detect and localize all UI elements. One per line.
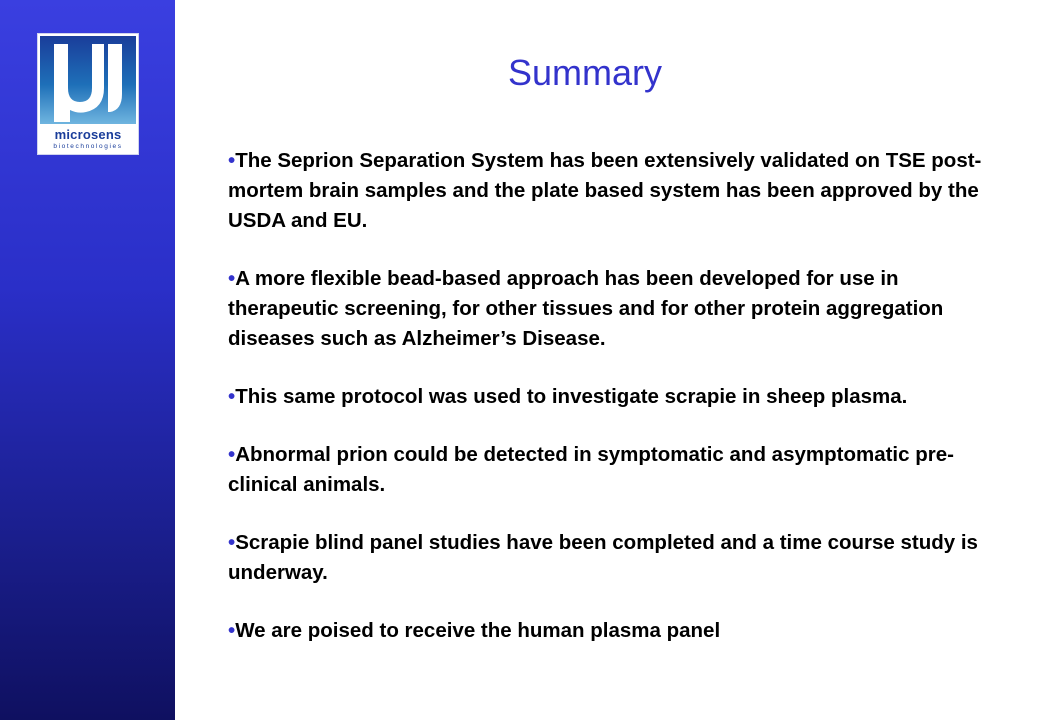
bullet-item (228, 264, 998, 354)
bullet-dot: • (228, 531, 236, 554)
logo-tagline: biotechnologies (53, 143, 123, 150)
bullet-item (228, 528, 998, 588)
bullet-dot: • (228, 149, 236, 172)
bullet-item (228, 440, 998, 500)
bullet-dot: • (228, 443, 236, 466)
bullet-item (228, 146, 998, 236)
bullet-list (228, 146, 998, 674)
mu-logo-icon (40, 36, 136, 124)
bullet-text: Abnormal prion could be detected in symptomatic and asymptomatic pre-clinical animals. (228, 443, 954, 496)
bullet-text: We are poised to receive the human plasma panel (235, 619, 721, 642)
bullet-text: Scrapie blind panel studies have been completed and a time course study is underway. (228, 531, 978, 584)
bullet-dot: • (228, 385, 236, 408)
bullet-item (228, 616, 998, 646)
bullet-text: The Seprion Separation System has been extensively validated on TSE post-mortem brain samples and the plate based system has been approved by the USDA and EU. (228, 149, 982, 232)
bullet-dot: • (228, 267, 236, 290)
bullet-text: This same protocol was used to investigate scrapie in sheep plasma. (235, 385, 908, 408)
bullet-text: A more flexible bead-based approach has been developed for use in therapeutic screening, for other tissues and for other protein aggregation diseases such as Alzheimer’s Disease. (228, 267, 944, 350)
slide-title: Summary (507, 52, 663, 93)
company-logo (37, 33, 139, 155)
sidebar-panel (0, 0, 175, 720)
logo-wordmark: microsens (54, 127, 122, 142)
bullet-dot: • (228, 619, 236, 642)
bullet-item (228, 382, 998, 412)
